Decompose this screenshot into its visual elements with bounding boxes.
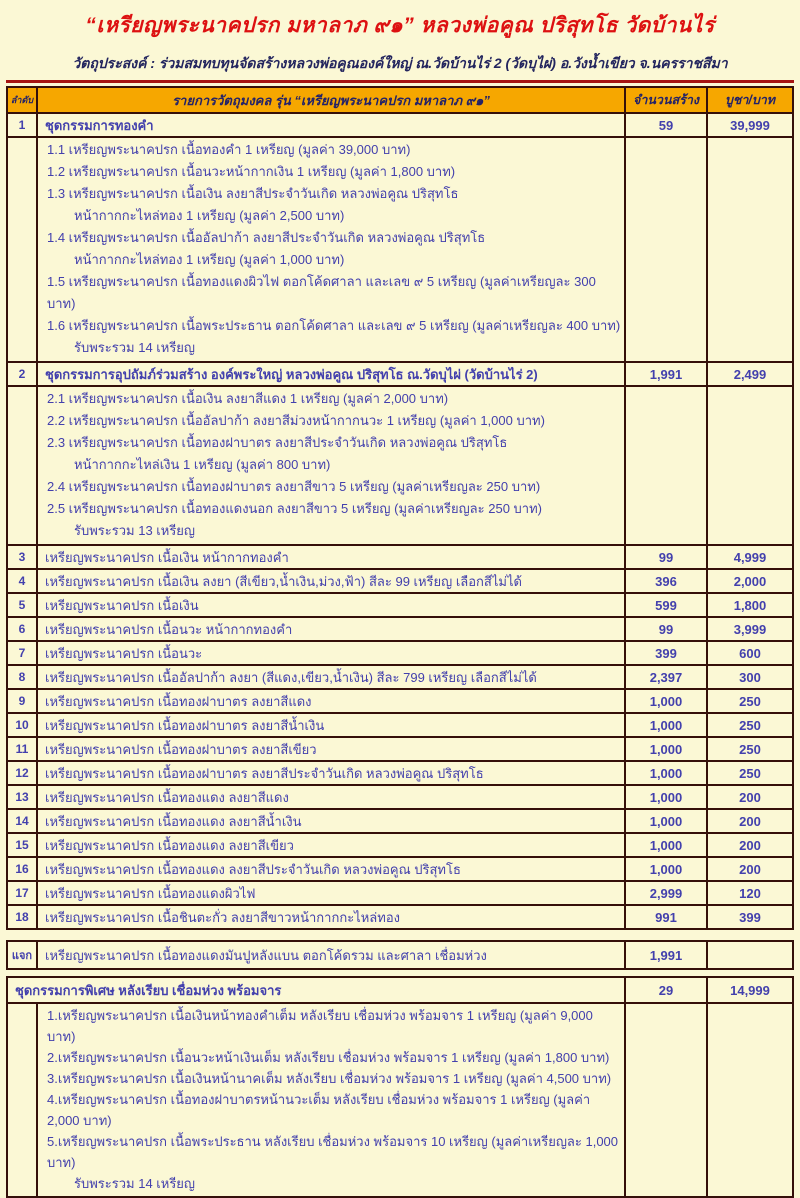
header-quantity-column: จำนวนสร้าง [626, 88, 708, 112]
price-cell: 3,999 [733, 621, 767, 637]
item-cell: ชุดกรรมการอุปถัมภ์ร่วมสร้าง องค์พระใหญ่ หลวงพ่อคูณ ปริสุทโธ ณ.วัดบุไผ่ (วัดบ้านไร่ 2) [38, 363, 626, 385]
order-cell: แจก [8, 942, 38, 968]
item-cell: เหรียญพระนาคปรก เนื้อนวะ [38, 642, 626, 664]
item-cell: เหรียญพระนาคปรก เนื้อทองแดง ลงยาสีประจำวันเกิด หลวงพ่อคูณ ปริสุทโธ [38, 858, 626, 880]
table-row [8, 616, 792, 640]
qty-cell: 1,000 [626, 786, 708, 808]
price-cell: 200 [739, 837, 761, 853]
item-line: 1.5 เหรียญพระนาคปรก เนื้อทองแดงผิวไฟ ตอกโค้ดศาลา และเลข ๙ 5 เหรียญ (มูลค่าเหรียญละ 300 บาท) [47, 274, 596, 311]
item-line: หน้ากากกะไหล่ทอง 1 เหรียญ (มูลค่า 2,500 บาท) [74, 208, 345, 223]
qty-cell [626, 138, 708, 361]
order-cell: 13 [8, 786, 38, 808]
price-cell: 4,999 [733, 549, 767, 565]
table-row [8, 112, 792, 136]
qty-cell: 99 [626, 546, 708, 568]
qty-cell: 2,397 [626, 666, 708, 688]
item-line: 1.เหรียญพระนาคปรก เนื้อเงินหน้าทองคำเต็ม หลังเรียบ เชื่อมห่วง พร้อมจาร 1 เหรียญ (มูลค่า 9,000 บาท) [47, 1008, 593, 1044]
order-cell: 8 [8, 666, 38, 688]
order-cell: 3 [8, 546, 38, 568]
table-row [8, 760, 792, 784]
table-row [8, 361, 792, 385]
table-row [8, 904, 792, 928]
item-cell: เหรียญพระนาคปรก เนื้อทองฝาบาตร ลงยาสีแดง [38, 690, 626, 712]
table-row [8, 568, 792, 592]
table-row [8, 736, 792, 760]
sub-items-row [8, 1002, 792, 1196]
order-cell: 16 [8, 858, 38, 880]
item-cell: ชุดกรรมการทองคำ [38, 114, 626, 136]
qty-cell: 1,000 [626, 762, 708, 784]
item-cell: เหรียญพระนาคปรก เนื้อทองฝาบาตร ลงยาสีน้ำเงิน [38, 714, 626, 736]
qty-cell: 396 [626, 570, 708, 592]
qty-cell: 1,000 [626, 738, 708, 760]
qty-cell: 2,999 [626, 882, 708, 904]
price-cell [708, 138, 792, 361]
table-row [8, 640, 792, 664]
divider-rule [6, 80, 794, 83]
order-cell [8, 138, 38, 361]
item-line: 5.เหรียญพระนาคปรก เนื้อพระประธาน หลังเรียบ เชื่อมห่วง พร้อมจาร 10 เหรียญ (มูลค่าเหรียญละ 1,000 บาท) [47, 1134, 619, 1170]
qty-cell: 1,991 [626, 942, 708, 968]
price-cell: 2,000 [733, 573, 767, 589]
order-cell [8, 387, 38, 544]
item-line: หน้ากากกะไหล่ทอง 1 เหรียญ (มูลค่า 1,000 บาท) [74, 252, 345, 267]
order-cell: 14 [8, 810, 38, 832]
item-line: 2.5 เหรียญพระนาคปรก เนื้อทองแดงนอก ลงยาสีขาว 5 เหรียญ (มูลค่าเหรียญละ 250 บาท) [47, 501, 542, 516]
page-subtitle: วัตถุประสงค์ : ร่วมสมทบทุนจัดสร้างหลวงพ่อคูณองค์ใหญ่ ณ.วัดบ้านไร่ 2 (วัดบุไผ่) อ.วังน้ำเขียว จ.นครราชสีมา [72, 55, 728, 71]
price-cell: 399 [739, 909, 761, 925]
item-line: 2.4 เหรียญพระนาคปรก เนื้อทองฝาบาตร ลงยาสีขาว 5 เหรียญ (มูลค่าเหรียญละ 250 บาท) [47, 479, 541, 494]
price-cell: 1,800 [733, 597, 767, 613]
order-cell: 15 [8, 834, 38, 856]
price-cell [708, 1004, 792, 1196]
price-cell: 300 [739, 669, 761, 685]
item-line: 1.3 เหรียญพระนาคปรก เนื้อเงิน ลงยาสีประจำวันเกิด หลวงพ่อคูณ ปริสุทโธ [47, 186, 459, 201]
item-line: 1.1 เหรียญพระนาคปรก เนื้อทองคำ 1 เหรียญ (มูลค่า 39,000 บาท) [47, 142, 411, 157]
qty-cell: 59 [626, 114, 708, 136]
price-cell: 600 [739, 645, 761, 661]
order-cell: 17 [8, 882, 38, 904]
qty-cell: 1,000 [626, 858, 708, 880]
qty-cell: 1,991 [626, 363, 708, 385]
sub-items-row [8, 385, 792, 544]
item-line: 3.เหรียญพระนาคปรก เนื้อเงินหน้านาคเต็ม หลังเรียบ เชื่อมห่วง พร้อมจาร 1 เหรียญ (มูลค่า 4,500 บาท) [47, 1071, 612, 1086]
item-cell: เหรียญพระนาคปรก เนื้อทองแดงมันปูหลังแบน ตอกโค้ดรวม และศาลา เชื่อมห่วง [38, 942, 626, 968]
qty-cell: 1,000 [626, 714, 708, 736]
table-row [8, 712, 792, 736]
special-set-table [6, 976, 794, 1198]
table-row [8, 942, 792, 968]
price-cell: 39,999 [730, 117, 770, 133]
item-line: 1.2 เหรียญพระนาคปรก เนื้อนวะหน้ากากเงิน 1 เหรียญ (มูลค่า 1,800 บาท) [47, 164, 456, 179]
item-cell: เหรียญพระนาคปรก เนื้อเงิน [38, 594, 626, 616]
order-cell: 7 [8, 642, 38, 664]
sub-items-cell [38, 1004, 626, 1196]
item-line: 2.2 เหรียญพระนาคปรก เนื้ออัลปาก้า ลงยาสีม่วงหน้ากากนวะ 1 เหรียญ (มูลค่า 1,000 บาท) [47, 413, 545, 428]
item-cell: เหรียญพระนาคปรก เนื้อชินตะกั่ว ลงยาสีขาวหน้ากากกะไหล่ทอง [38, 906, 626, 928]
item-cell: เหรียญพระนาคปรก เนื้อเงิน หน้ากากทองคำ [38, 546, 626, 568]
sub-items-cell [38, 138, 626, 361]
qty-cell: 599 [626, 594, 708, 616]
item-line: 2.เหรียญพระนาคปรก เนื้อนวะหน้าเงินเต็ม หลังเรียบ เชื่อมห่วง พร้อมจาร 1 เหรียญ (มูลค่า 1,800 บาท) [47, 1050, 610, 1065]
qty-cell: 1,000 [626, 834, 708, 856]
table-row [8, 856, 792, 880]
item-line: รับพระรวม 14 เหรียญ [74, 340, 195, 355]
order-cell: 2 [8, 363, 38, 385]
qty-cell [626, 387, 708, 544]
qty-cell: 991 [626, 906, 708, 928]
price-cell [708, 387, 792, 544]
header-order-column: ลำดับ [8, 88, 38, 112]
qty-cell: 29 [626, 978, 708, 1002]
table-row [8, 592, 792, 616]
item-line: รับพระรวม 13 เหรียญ [74, 523, 195, 538]
qty-cell: 399 [626, 642, 708, 664]
table-row [8, 880, 792, 904]
qty-cell: 1,000 [626, 810, 708, 832]
item-cell: เหรียญพระนาคปรก เนื้อทองแดง ลงยาสีแดง [38, 786, 626, 808]
sub-items-cell [38, 387, 626, 544]
special-section-row [8, 978, 792, 1002]
header-item-column: รายการวัตถุมงคล รุ่น “เหรียญพระนาคปรก มหาลาภ ๙๑” [38, 88, 626, 112]
order-cell: 18 [8, 906, 38, 928]
item-cell: เหรียญพระนาคปรก เนื้ออัลปาก้า ลงยา (สีแดง,เขียว,น้ำเงิน) สีละ 799 เหรียญ เลือกสีไม่ได้ [38, 666, 626, 688]
giveaway-table [6, 940, 794, 970]
qty-cell: 1,000 [626, 690, 708, 712]
price-cell: 250 [739, 693, 761, 709]
order-cell: 11 [8, 738, 38, 760]
item-line: 1.4 เหรียญพระนาคปรก เนื้ออัลปาก้า ลงยาสีประจำวันเกิด หลวงพ่อคูณ ปริสุทโธ [47, 230, 486, 245]
price-cell: 250 [739, 765, 761, 781]
sub-items-row [8, 136, 792, 361]
price-cell: 120 [739, 885, 761, 901]
qty-cell [626, 1004, 708, 1196]
price-cell [708, 942, 792, 968]
table-row [8, 544, 792, 568]
main-price-table [6, 86, 794, 930]
table-header-row [8, 88, 792, 112]
order-cell: 12 [8, 762, 38, 784]
order-cell [8, 1004, 38, 1196]
order-cell: 5 [8, 594, 38, 616]
order-cell: 1 [8, 114, 38, 136]
item-cell: เหรียญพระนาคปรก เนื้อทองฝาบาตร ลงยาสีเขียว [38, 738, 626, 760]
item-cell: เหรียญพระนาคปรก เนื้อเงิน ลงยา (สีเขียว,น้ำเงิน,ม่วง,ฟ้า) สีละ 99 เหรียญ เลือกสีไม่ได้ [38, 570, 626, 592]
price-cell: 250 [739, 717, 761, 733]
item-cell: เหรียญพระนาคปรก เนื้อทองฝาบาตร ลงยาสีประจำวันเกิด หลวงพ่อคูณ ปริสุทโธ [38, 762, 626, 784]
item-line: 1.6 เหรียญพระนาคปรก เนื้อพระประธาน ตอกโค้ดศาลา และเลข ๙ 5 เหรียญ (มูลค่าเหรียญละ 400 บาท) [47, 318, 621, 333]
item-cell: เหรียญพระนาคปรก เนื้อทองแดง ลงยาสีเขียว [38, 834, 626, 856]
order-cell: 9 [8, 690, 38, 712]
special-title-cell: ชุดกรรมการพิเศษ หลังเรียบ เชื่อมห่วง พร้อมจาร [8, 978, 626, 1002]
price-cell: 2,499 [733, 366, 767, 382]
price-cell: 250 [739, 741, 761, 757]
item-cell: เหรียญพระนาคปรก เนื้อทองแดง ลงยาสีน้ำเงิน [38, 810, 626, 832]
table-gap [0, 930, 800, 940]
page-title: “เหรียญพระนาคปรก มหาลาภ ๙๑” หลวงพ่อคูณ ปริสุทโธ วัดบ้านไร่ [85, 14, 715, 37]
item-cell: เหรียญพระนาคปรก เนื้อนวะ หน้ากากทองคำ [38, 618, 626, 640]
order-cell: 6 [8, 618, 38, 640]
header-price-column: บูชา/บาท [708, 88, 792, 112]
table-row [8, 688, 792, 712]
item-line: 4.เหรียญพระนาคปรก เนื้อทองฝาบาตรหน้านวะเต็ม หลังเรียบ เชื่อมห่วง พร้อมจาร 1 เหรียญ (มูลค่า 2,000 บาท) [47, 1092, 591, 1128]
price-cell: 200 [739, 789, 761, 805]
item-line: หน้ากากกะไหล่เงิน 1 เหรียญ (มูลค่า 800 บาท) [74, 457, 331, 472]
price-cell: 200 [739, 861, 761, 877]
item-cell: เหรียญพระนาคปรก เนื้อทองแดงผิวไฟ [38, 882, 626, 904]
order-cell: 4 [8, 570, 38, 592]
item-line: 2.1 เหรียญพระนาคปรก เนื้อเงิน ลงยาสีแดง 1 เหรียญ (มูลค่า 2,000 บาท) [47, 391, 449, 406]
table-row [8, 808, 792, 832]
table-row [8, 784, 792, 808]
item-line: รับพระรวม 14 เหรียญ [74, 1176, 195, 1191]
order-cell: 10 [8, 714, 38, 736]
qty-cell: 99 [626, 618, 708, 640]
table-row [8, 832, 792, 856]
item-line: 2.3 เหรียญพระนาคปรก เนื้อทองฝาบาตร ลงยาสีประจำวันเกิด หลวงพ่อคูณ ปริสุทโธ [47, 435, 508, 450]
price-cell: 14,999 [730, 982, 770, 998]
price-cell: 200 [739, 813, 761, 829]
table-row [8, 664, 792, 688]
